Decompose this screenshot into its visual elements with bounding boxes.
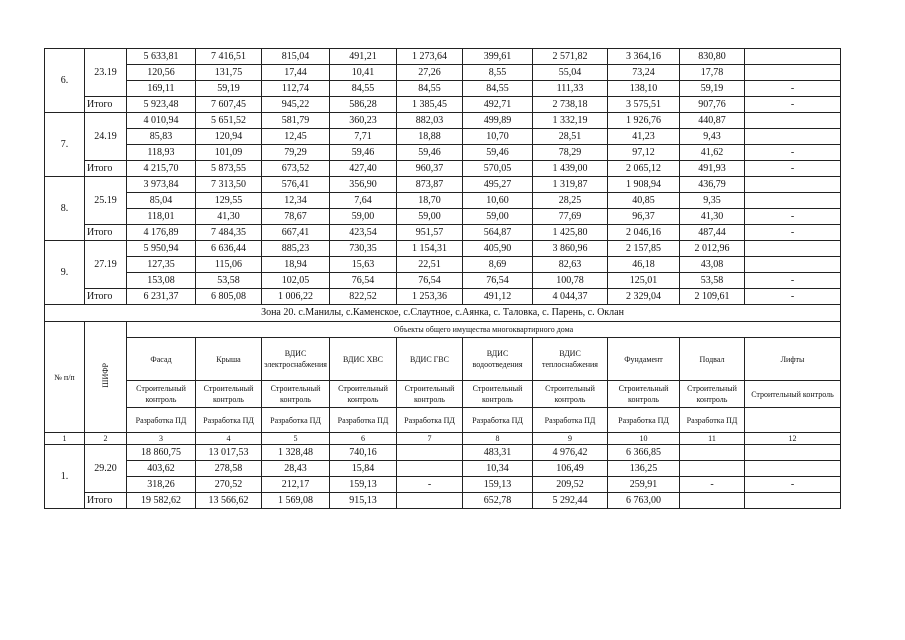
value-cell: 9,43 <box>680 129 745 145</box>
value-cell: 4 976,42 <box>533 445 608 461</box>
value-cell: 212,17 <box>262 477 330 493</box>
value-cell <box>745 445 841 461</box>
value-cell: 120,94 <box>196 129 262 145</box>
total-cell: 7 607,45 <box>196 97 262 113</box>
value-cell: 127,35 <box>127 257 196 273</box>
value-cell: 399,61 <box>463 49 533 65</box>
column-number: 2 <box>85 433 127 445</box>
total-label: Итого <box>85 289 127 305</box>
value-cell: 9,35 <box>680 193 745 209</box>
total-cell: - <box>745 289 841 305</box>
value-cell: - <box>745 209 841 225</box>
total-cell: 4 215,70 <box>127 161 196 177</box>
table-row <box>45 113 841 129</box>
total-cell: 5 292,44 <box>533 493 608 509</box>
value-cell: 7,71 <box>330 129 397 145</box>
value-cell: 76,54 <box>463 273 533 289</box>
total-cell: 945,22 <box>262 97 330 113</box>
total-cell: 5 873,55 <box>196 161 262 177</box>
value-cell <box>745 241 841 257</box>
value-cell <box>745 461 841 477</box>
design-docs-label: Разработка ПД <box>397 408 463 433</box>
total-cell: 951,57 <box>397 225 463 241</box>
column-number: 10 <box>608 433 680 445</box>
header-row <box>45 322 841 338</box>
total-cell <box>680 493 745 509</box>
value-cell: 73,24 <box>608 65 680 81</box>
value-cell: 5 651,52 <box>196 113 262 129</box>
value-cell <box>397 461 463 477</box>
value-cell: 85,83 <box>127 129 196 145</box>
value-cell: 740,16 <box>330 445 397 461</box>
construction-control-label: Строительный контроль <box>330 381 397 408</box>
value-cell: 499,89 <box>463 113 533 129</box>
construction-control-label: Строительный контроль <box>745 381 841 408</box>
table-row <box>45 477 841 493</box>
value-cell: 12,45 <box>262 129 330 145</box>
value-cell: 159,13 <box>330 477 397 493</box>
value-cell <box>745 257 841 273</box>
value-cell: 17,78 <box>680 65 745 81</box>
value-cell: 576,41 <box>262 177 330 193</box>
table-row <box>45 445 841 461</box>
design-docs-label: Разработка ПД <box>680 408 745 433</box>
value-cell: 18,70 <box>397 193 463 209</box>
value-cell: 360,23 <box>330 113 397 129</box>
object-code: 29.20 <box>85 445 127 493</box>
total-cell: 673,52 <box>262 161 330 177</box>
column-number: 7 <box>397 433 463 445</box>
value-cell: 405,90 <box>463 241 533 257</box>
value-cell: 10,41 <box>330 65 397 81</box>
value-cell: 129,55 <box>196 193 262 209</box>
column-number: 6 <box>330 433 397 445</box>
total-cell: 1 569,08 <box>262 493 330 509</box>
total-cell: 564,87 <box>463 225 533 241</box>
value-cell: 84,55 <box>397 81 463 97</box>
value-cell: 730,35 <box>330 241 397 257</box>
total-row <box>45 289 841 305</box>
total-cell: 7 484,35 <box>196 225 262 241</box>
total-cell: 3 575,51 <box>608 97 680 113</box>
total-label: Итого <box>85 225 127 241</box>
table-row <box>45 273 841 289</box>
total-cell: 1 385,45 <box>397 97 463 113</box>
value-cell: 356,90 <box>330 177 397 193</box>
value-cell: 12,34 <box>262 193 330 209</box>
value-cell: 18,88 <box>397 129 463 145</box>
value-cell: 830,80 <box>680 49 745 65</box>
table-row <box>45 241 841 257</box>
total-row <box>45 161 841 177</box>
design-docs-label: Разработка ПД <box>127 408 196 433</box>
construction-control-label: Строительный контроль <box>533 381 608 408</box>
value-cell: 41,62 <box>680 145 745 161</box>
column-header: ВДИС электроснабжения <box>262 338 330 381</box>
value-cell: 278,58 <box>196 461 262 477</box>
construction-control-label: Строительный контроль <box>608 381 680 408</box>
value-cell: 97,12 <box>608 145 680 161</box>
total-cell: 570,05 <box>463 161 533 177</box>
total-cell: 1 425,80 <box>533 225 608 241</box>
value-cell: 1 319,87 <box>533 177 608 193</box>
value-cell: 209,52 <box>533 477 608 493</box>
total-label: Итого <box>85 161 127 177</box>
value-cell: 59,00 <box>397 209 463 225</box>
construction-control-label: Строительный контроль <box>397 381 463 408</box>
value-cell: 46,18 <box>608 257 680 273</box>
column-header: ВДИС ГВС <box>397 338 463 381</box>
value-cell: 270,52 <box>196 477 262 493</box>
value-cell: 59,19 <box>680 81 745 97</box>
value-cell: 1 328,48 <box>262 445 330 461</box>
value-cell: 59,46 <box>330 145 397 161</box>
value-cell: 120,56 <box>127 65 196 81</box>
value-cell: 1 154,31 <box>397 241 463 257</box>
construction-control-label: Строительный контроль <box>680 381 745 408</box>
value-cell: 2 571,82 <box>533 49 608 65</box>
total-cell: 4 176,89 <box>127 225 196 241</box>
column-header: ВДИС водоотведения <box>463 338 533 381</box>
total-cell <box>745 493 841 509</box>
total-cell: - <box>745 97 841 113</box>
value-cell: 3 973,84 <box>127 177 196 193</box>
value-cell: - <box>745 81 841 97</box>
value-cell: 1 908,94 <box>608 177 680 193</box>
value-cell: - <box>397 477 463 493</box>
column-header: Лифты <box>745 338 841 381</box>
construction-control-label: Строительный контроль <box>463 381 533 408</box>
value-cell: 885,23 <box>262 241 330 257</box>
total-cell: 2 738,18 <box>533 97 608 113</box>
header-code <box>85 322 127 433</box>
value-cell: 436,79 <box>680 177 745 193</box>
construction-control-label: Строительный контроль <box>196 381 262 408</box>
value-cell: 138,10 <box>608 81 680 97</box>
total-cell: 19 582,62 <box>127 493 196 509</box>
table-row <box>45 177 841 193</box>
row-number: 9. <box>45 241 85 305</box>
column-number: 9 <box>533 433 608 445</box>
value-cell: 22,51 <box>397 257 463 273</box>
column-number: 12 <box>745 433 841 445</box>
value-cell: 10,70 <box>463 129 533 145</box>
value-cell: 1 273,64 <box>397 49 463 65</box>
value-cell: 169,11 <box>127 81 196 97</box>
column-number: 8 <box>463 433 533 445</box>
value-cell: 815,04 <box>262 49 330 65</box>
value-cell: 40,85 <box>608 193 680 209</box>
value-cell: 7 416,51 <box>196 49 262 65</box>
total-cell: 487,44 <box>680 225 745 241</box>
total-cell: 2 065,12 <box>608 161 680 177</box>
value-cell: 111,33 <box>533 81 608 97</box>
value-cell: 2 012,96 <box>680 241 745 257</box>
value-cell: 115,06 <box>196 257 262 273</box>
object-code: 25.19 <box>85 177 127 225</box>
value-cell: 118,01 <box>127 209 196 225</box>
value-cell: 5 633,81 <box>127 49 196 65</box>
value-cell: 101,09 <box>196 145 262 161</box>
value-cell: 79,29 <box>262 145 330 161</box>
value-cell: 7,64 <box>330 193 397 209</box>
value-cell <box>745 49 841 65</box>
total-cell: 5 923,48 <box>127 97 196 113</box>
value-cell <box>745 177 841 193</box>
zone-title-row <box>45 305 841 322</box>
value-cell: 77,69 <box>533 209 608 225</box>
value-cell: 125,01 <box>608 273 680 289</box>
row-number: 1. <box>45 445 85 509</box>
value-cell: 96,37 <box>608 209 680 225</box>
value-cell: - <box>680 477 745 493</box>
header-columns-row <box>45 338 841 381</box>
value-cell: 102,05 <box>262 273 330 289</box>
value-cell: 5 950,94 <box>127 241 196 257</box>
value-cell: 106,49 <box>533 461 608 477</box>
header-code-label: ШИФР <box>101 363 110 388</box>
value-cell: 581,79 <box>262 113 330 129</box>
value-cell: 76,54 <box>330 273 397 289</box>
table-row <box>45 257 841 273</box>
value-cell: 76,54 <box>397 273 463 289</box>
value-cell: 55,04 <box>533 65 608 81</box>
total-label: Итого <box>85 493 127 509</box>
value-cell: 403,62 <box>127 461 196 477</box>
total-cell: 2 109,61 <box>680 289 745 305</box>
object-code: 27.19 <box>85 241 127 289</box>
row-number: 6. <box>45 49 85 113</box>
total-cell: - <box>745 161 841 177</box>
table-row <box>45 49 841 65</box>
value-cell: 159,13 <box>463 477 533 493</box>
column-header: ВДИС теплоснабжения <box>533 338 608 381</box>
document-table-container <box>44 48 840 509</box>
table-row <box>45 145 841 161</box>
value-cell <box>745 129 841 145</box>
value-cell: 28,51 <box>533 129 608 145</box>
total-cell: - <box>745 225 841 241</box>
total-cell: 6 231,37 <box>127 289 196 305</box>
value-cell: - <box>745 145 841 161</box>
value-cell: 78,29 <box>533 145 608 161</box>
value-cell: 59,46 <box>463 145 533 161</box>
value-cell: 84,55 <box>463 81 533 97</box>
value-cell: 1 926,76 <box>608 113 680 129</box>
zone-title: Зона 20. с.Манилы, с.Каменское, с.Слаутное, с.Аянка, с. Таловка, с. Парень, с. Оклан <box>45 305 841 322</box>
value-cell <box>745 113 841 129</box>
column-number: 3 <box>127 433 196 445</box>
column-header: Фасад <box>127 338 196 381</box>
value-cell: 259,91 <box>608 477 680 493</box>
value-cell: 10,60 <box>463 193 533 209</box>
total-cell: 13 566,62 <box>196 493 262 509</box>
value-cell: 15,63 <box>330 257 397 273</box>
column-numbers-row <box>45 433 841 445</box>
value-cell: 483,31 <box>463 445 533 461</box>
total-cell: 822,52 <box>330 289 397 305</box>
value-cell <box>397 445 463 461</box>
construction-control-label: Строительный контроль <box>127 381 196 408</box>
value-cell: 28,25 <box>533 193 608 209</box>
value-cell <box>680 445 745 461</box>
design-docs-label <box>745 408 841 433</box>
value-cell: 136,25 <box>608 461 680 477</box>
value-cell: - <box>745 273 841 289</box>
value-cell: - <box>745 477 841 493</box>
row-number: 7. <box>45 113 85 177</box>
value-cell: 13 017,53 <box>196 445 262 461</box>
table-row <box>45 81 841 97</box>
design-docs-label: Разработка ПД <box>533 408 608 433</box>
value-cell: 59,19 <box>196 81 262 97</box>
value-cell: 53,58 <box>196 273 262 289</box>
column-header: Крыша <box>196 338 262 381</box>
header-no: № п/п <box>45 322 85 433</box>
value-cell: 78,67 <box>262 209 330 225</box>
value-cell: 41,23 <box>608 129 680 145</box>
row-number: 8. <box>45 177 85 241</box>
total-cell: 423,54 <box>330 225 397 241</box>
value-cell <box>745 193 841 209</box>
total-cell: 492,71 <box>463 97 533 113</box>
value-cell: 28,43 <box>262 461 330 477</box>
value-cell: 53,58 <box>680 273 745 289</box>
capital-repair-cost-table <box>44 48 841 509</box>
value-cell: 59,00 <box>463 209 533 225</box>
total-cell: 586,28 <box>330 97 397 113</box>
design-docs-label: Разработка ПД <box>262 408 330 433</box>
value-cell: 112,74 <box>262 81 330 97</box>
value-cell: 8,55 <box>463 65 533 81</box>
column-number: 11 <box>680 433 745 445</box>
column-number: 1 <box>45 433 85 445</box>
value-cell: 84,55 <box>330 81 397 97</box>
column-header: Фундамент <box>608 338 680 381</box>
table-row <box>45 65 841 81</box>
value-cell: 1 332,19 <box>533 113 608 129</box>
total-row <box>45 493 841 509</box>
total-cell <box>397 493 463 509</box>
object-code: 24.19 <box>85 113 127 161</box>
column-number: 5 <box>262 433 330 445</box>
total-cell: 2 046,16 <box>608 225 680 241</box>
total-cell: 1 439,00 <box>533 161 608 177</box>
value-cell: 7 313,50 <box>196 177 262 193</box>
value-cell: 82,63 <box>533 257 608 273</box>
total-cell: 6 763,00 <box>608 493 680 509</box>
value-cell: 153,08 <box>127 273 196 289</box>
value-cell: 440,87 <box>680 113 745 129</box>
column-number: 4 <box>196 433 262 445</box>
header-design-row <box>45 408 841 433</box>
table-row <box>45 193 841 209</box>
value-cell: 6 636,44 <box>196 241 262 257</box>
value-cell: 18 860,75 <box>127 445 196 461</box>
value-cell: 6 366,85 <box>608 445 680 461</box>
table-row <box>45 129 841 145</box>
value-cell: 8,69 <box>463 257 533 273</box>
value-cell: 4 010,94 <box>127 113 196 129</box>
design-docs-label: Разработка ПД <box>196 408 262 433</box>
value-cell: 17,44 <box>262 65 330 81</box>
total-cell: 491,12 <box>463 289 533 305</box>
total-cell: 491,93 <box>680 161 745 177</box>
value-cell <box>680 461 745 477</box>
value-cell: 85,04 <box>127 193 196 209</box>
total-cell: 1 253,36 <box>397 289 463 305</box>
value-cell: 3 860,96 <box>533 241 608 257</box>
value-cell: 318,26 <box>127 477 196 493</box>
total-label: Итого <box>85 97 127 113</box>
total-cell: 1 006,22 <box>262 289 330 305</box>
total-cell: 4 044,37 <box>533 289 608 305</box>
design-docs-label: Разработка ПД <box>463 408 533 433</box>
header-control-row <box>45 381 841 408</box>
total-cell: 2 329,04 <box>608 289 680 305</box>
value-cell: 118,93 <box>127 145 196 161</box>
value-cell: 27,26 <box>397 65 463 81</box>
design-docs-label: Разработка ПД <box>608 408 680 433</box>
column-header: ВДИС ХВС <box>330 338 397 381</box>
total-row <box>45 97 841 113</box>
total-cell: 652,78 <box>463 493 533 509</box>
value-cell: 2 157,85 <box>608 241 680 257</box>
object-code: 23.19 <box>85 49 127 97</box>
value-cell: 18,94 <box>262 257 330 273</box>
value-cell: 41,30 <box>680 209 745 225</box>
value-cell: 10,34 <box>463 461 533 477</box>
total-row <box>45 225 841 241</box>
total-cell: 960,37 <box>397 161 463 177</box>
total-cell: 6 805,08 <box>196 289 262 305</box>
table-row <box>45 209 841 225</box>
value-cell: 59,46 <box>397 145 463 161</box>
value-cell: 3 364,16 <box>608 49 680 65</box>
value-cell: 15,84 <box>330 461 397 477</box>
total-cell: 915,13 <box>330 493 397 509</box>
value-cell <box>745 65 841 81</box>
value-cell: 59,00 <box>330 209 397 225</box>
value-cell: 100,78 <box>533 273 608 289</box>
value-cell: 41,30 <box>196 209 262 225</box>
value-cell: 43,08 <box>680 257 745 273</box>
value-cell: 131,75 <box>196 65 262 81</box>
table-row <box>45 461 841 477</box>
value-cell: 491,21 <box>330 49 397 65</box>
objects-title: Объекты общего имущества многоквартирного дома <box>127 322 841 338</box>
value-cell: 495,27 <box>463 177 533 193</box>
total-cell: 667,41 <box>262 225 330 241</box>
value-cell: 882,03 <box>397 113 463 129</box>
column-header: Подвал <box>680 338 745 381</box>
total-cell: 907,76 <box>680 97 745 113</box>
design-docs-label: Разработка ПД <box>330 408 397 433</box>
total-cell: 427,40 <box>330 161 397 177</box>
construction-control-label: Строительный контроль <box>262 381 330 408</box>
value-cell: 873,87 <box>397 177 463 193</box>
